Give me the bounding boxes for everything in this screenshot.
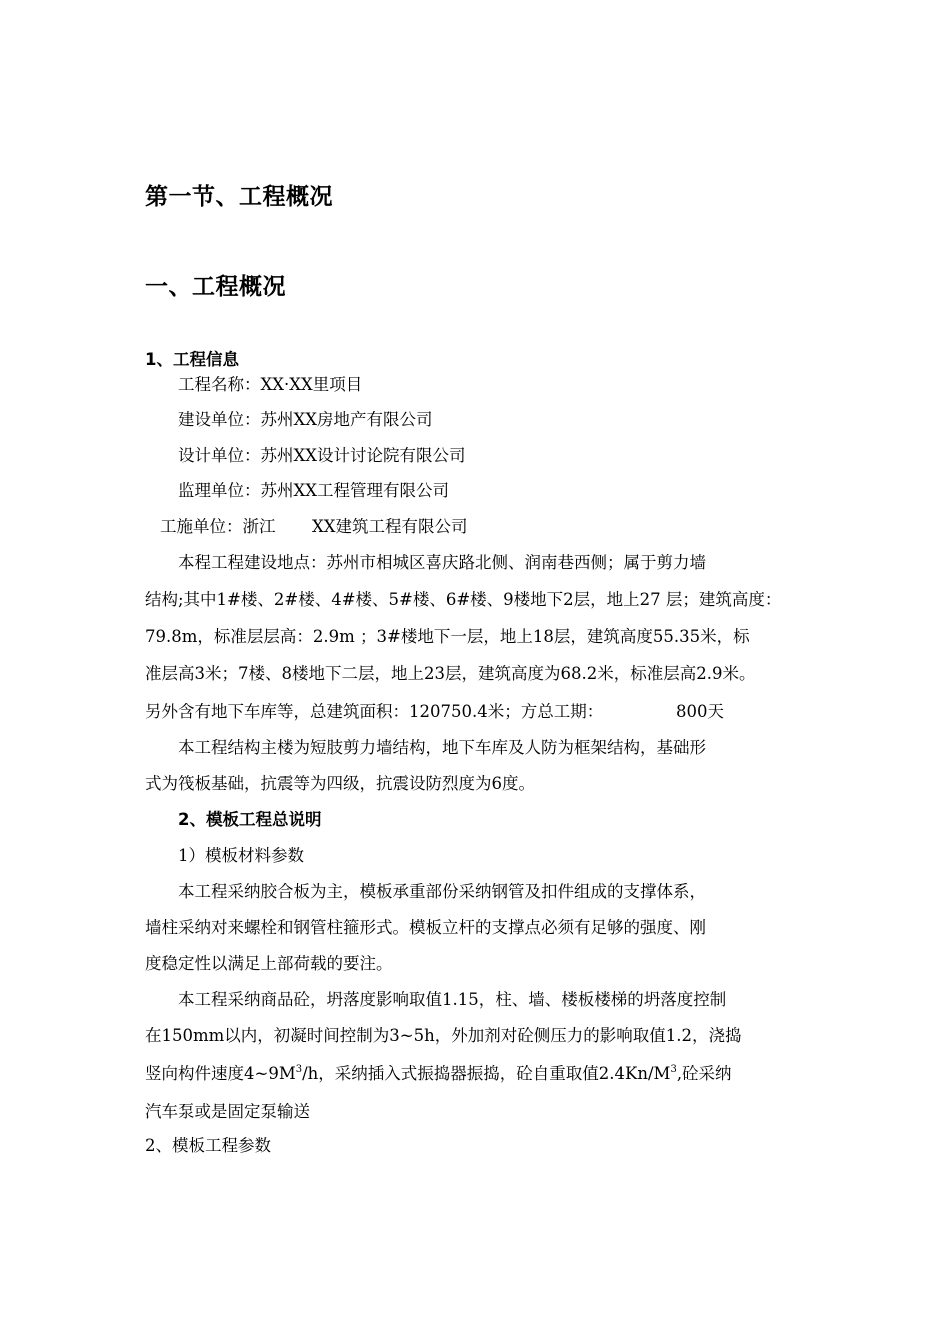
contractor-name: XX建筑工程有限公司 bbox=[312, 517, 468, 536]
speed-text: 竖向构件速度4~9M bbox=[145, 1064, 296, 1083]
speed-text: /h，采纳插入式振捣器振捣，砼自重取值2.4Kn/M bbox=[302, 1064, 671, 1083]
design-unit: 设计单位：苏州XX设计讨论院有限公司 bbox=[178, 446, 466, 465]
total-duration: 800天 bbox=[676, 702, 724, 721]
superscript: 3 bbox=[670, 1063, 677, 1075]
concrete-line: 本工程采纳商品砼，坍落度影响取值1.15，柱、墙、楼板楼梯的坍落度控制 bbox=[178, 990, 727, 1009]
pump-line: 汽车泵或是固定泵输送 bbox=[145, 1102, 310, 1121]
info-heading: 1、工程信息 bbox=[145, 350, 239, 369]
speed-line bbox=[145, 1064, 732, 1084]
project-name: 工程名称：XX·XX里项目 bbox=[178, 375, 363, 394]
overview-line: 79.8m，标准层层高：2.9m ；3#楼地下一层，地上18层，建筑高度55.35米，标 bbox=[145, 627, 750, 646]
overview-line: 本程工程建设地点：苏州市相城区喜庆路北侧、润南巷西侧；属于剪力墙 bbox=[178, 553, 706, 572]
params-heading: 2、模板工程参数 bbox=[145, 1136, 271, 1155]
overview-line: 准层高3米；7楼、8楼地下二层，地上23层，建筑高度为68.2米，标准层高2.9米。 bbox=[145, 664, 756, 683]
chapter-title: 一、工程概况 bbox=[145, 274, 286, 300]
supervision-unit: 监理单位：苏州XX工程管理有限公司 bbox=[178, 481, 449, 500]
area-line: 另外含有地下车库等，总建筑面积：120750.4米；方总工期： bbox=[145, 702, 604, 721]
structure-line: 本工程结构主楼为短肢剪力墙结构，地下车库及人防为框架结构，基础形 bbox=[178, 738, 706, 757]
overview-line: 结构;其中1#楼、2#楼、4#楼、5#楼、6#楼、9楼地下2层，地上27 层；建筑高度： bbox=[145, 590, 782, 609]
material-line: 本工程采纳胶合板为主，模板承重部份采纳钢管及扣件组成的支撑体系， bbox=[178, 882, 706, 901]
material-subheading: 1）模板材料参数 bbox=[178, 846, 304, 865]
superscript: 3 bbox=[295, 1063, 303, 1075]
owner-unit: 建设单位：苏州XX房地产有限公司 bbox=[178, 410, 433, 429]
structure-line: 式为筏板基础，抗震等为四级，抗震设防烈度为6度。 bbox=[145, 774, 535, 793]
material-line: 度稳定性以满足上部荷载的要注。 bbox=[145, 954, 393, 973]
section-title: 第一节、工程概况 bbox=[145, 184, 333, 210]
speed-text: ,砼采纳 bbox=[676, 1064, 732, 1083]
formwork-heading: 2、模板工程总说明 bbox=[178, 810, 322, 829]
contractor-label: 工施单位：浙江 bbox=[160, 517, 276, 536]
concrete-line: 在150mm以内，初凝时间控制为3~5h，外加剂对砼侧压力的影响取值1.2，浇捣 bbox=[145, 1026, 742, 1045]
material-line: 墙柱采纳对来螺栓和钢管柱箍形式。模板立杆的支撑点必须有足够的强度、刚 bbox=[145, 918, 706, 937]
